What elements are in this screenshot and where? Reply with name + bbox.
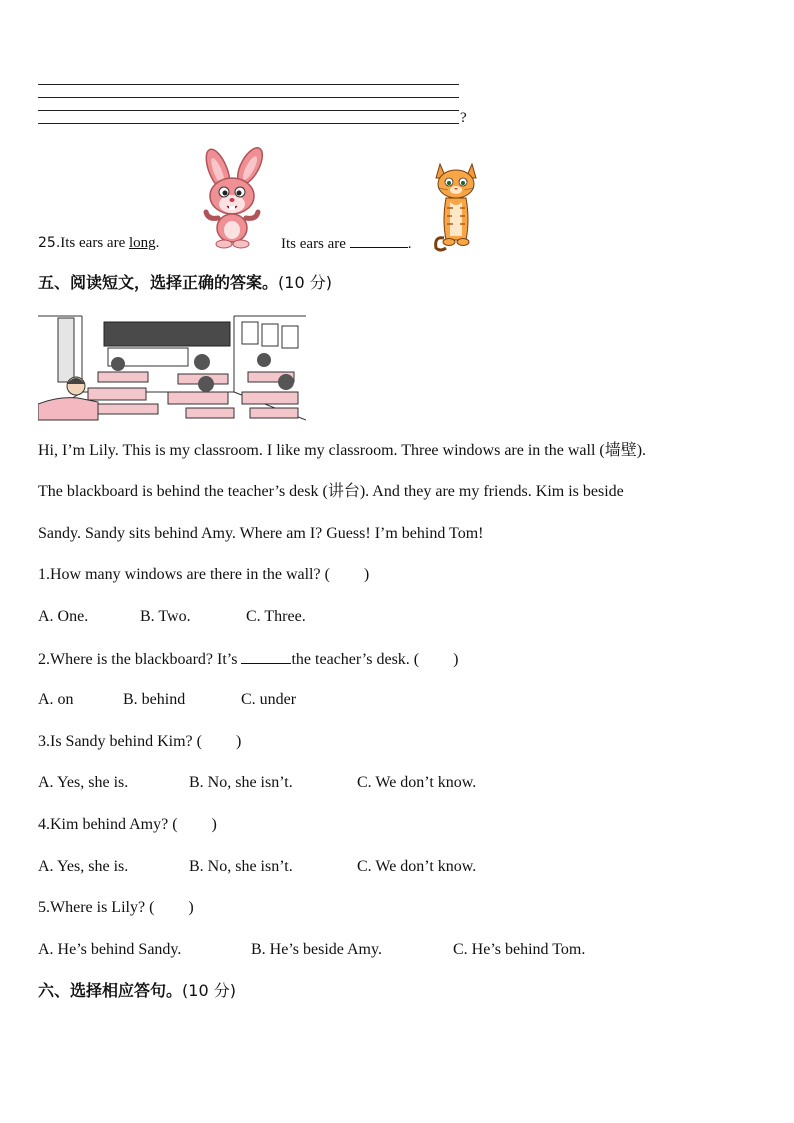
bracket-close: ) bbox=[363, 566, 370, 583]
passage-line: Hi, I’m Lily. This is my classroom. I like my classroom. Three windows are in the wall (墙壁). bbox=[38, 442, 647, 459]
question-text-suffix: the teacher’s desk. ( bbox=[291, 651, 420, 668]
bracket-close: ) bbox=[453, 651, 459, 668]
bracket-close: ) bbox=[188, 899, 194, 916]
section-5-title: 五、阅读短文，选择正确的答案。 bbox=[38, 273, 279, 292]
option-a[interactable]: A. He’s behind Sandy. bbox=[38, 941, 182, 958]
section-6-heading bbox=[38, 981, 236, 1001]
option-b[interactable]: B. No, she isn’t. bbox=[189, 858, 293, 875]
underlined-word: long bbox=[128, 235, 156, 251]
option-b[interactable]: B. Two. bbox=[140, 608, 191, 625]
option-a[interactable]: A. One. bbox=[38, 608, 89, 625]
bracket-close: ) bbox=[235, 733, 242, 750]
answer-blank[interactable] bbox=[350, 233, 408, 248]
sentence-1-prefix: Its ears are bbox=[60, 235, 129, 251]
section-5-heading bbox=[38, 273, 332, 293]
question-3 bbox=[38, 732, 241, 752]
section-6-points: (10 分) bbox=[182, 981, 236, 1000]
answer-line bbox=[38, 97, 459, 98]
question-mark: ? bbox=[460, 110, 467, 126]
option-b[interactable]: B. No, she isn’t. bbox=[189, 774, 293, 791]
question-25-part-2 bbox=[281, 233, 411, 254]
option-c[interactable]: C. Three. bbox=[246, 608, 306, 625]
option-c[interactable]: C. We don’t know. bbox=[357, 858, 477, 875]
option-b[interactable]: B. behind bbox=[123, 691, 186, 708]
question-1 bbox=[38, 565, 369, 585]
cat-image bbox=[432, 156, 480, 252]
question-4-options bbox=[38, 857, 476, 877]
question-text: 1.How many windows are there in the wall? ( bbox=[38, 566, 330, 583]
option-a[interactable]: A. Yes, she is. bbox=[38, 858, 129, 875]
section-6-title: 六、选择相应答句。 bbox=[38, 981, 183, 1000]
question-1-options bbox=[38, 607, 306, 627]
question-text: 3.Is Sandy behind Kim? ( bbox=[38, 733, 202, 750]
passage-line: The blackboard is behind the teacher’s desk (讲台). And they are my friends. Kim is beside bbox=[38, 483, 624, 500]
sentence-1-end: . bbox=[155, 235, 160, 251]
question-3-options bbox=[38, 773, 476, 793]
section-5-points: (10 分) bbox=[278, 273, 332, 292]
question-5-options bbox=[38, 940, 585, 960]
option-c[interactable]: C. under bbox=[241, 691, 297, 708]
question-text-prefix: 2.Where is the blackboard? It’s bbox=[38, 651, 242, 668]
passage-line: Sandy. Sandy sits behind Amy. Where am I? Guess! I’m behind Tom! bbox=[38, 525, 484, 542]
question-2 bbox=[38, 649, 458, 670]
question-5 bbox=[38, 898, 194, 918]
bracket-close: ) bbox=[211, 816, 217, 833]
question-number: 25. bbox=[38, 235, 61, 251]
classroom-image bbox=[38, 312, 306, 422]
option-c[interactable]: C. We don’t know. bbox=[357, 774, 477, 791]
answer-line bbox=[38, 110, 459, 111]
question-text: 4.Kim behind Amy? ( bbox=[38, 816, 178, 833]
option-c[interactable]: C. He’s behind Tom. bbox=[453, 941, 586, 958]
question-text: 5.Where is Lily? ( bbox=[38, 899, 155, 916]
answer-blank[interactable] bbox=[241, 649, 291, 664]
option-a[interactable]: A. on bbox=[38, 691, 74, 708]
question-25 bbox=[38, 233, 159, 253]
answer-line bbox=[38, 84, 459, 85]
answer-line bbox=[38, 123, 459, 124]
sentence-2-prefix: Its ears are bbox=[281, 236, 350, 252]
rabbit-image bbox=[188, 146, 278, 250]
question-2-options bbox=[38, 690, 296, 710]
question-4 bbox=[38, 815, 217, 835]
sentence-2-end: . bbox=[407, 236, 412, 252]
option-a[interactable]: A. Yes, she is. bbox=[38, 774, 129, 791]
option-b[interactable]: B. He’s beside Amy. bbox=[251, 941, 382, 958]
